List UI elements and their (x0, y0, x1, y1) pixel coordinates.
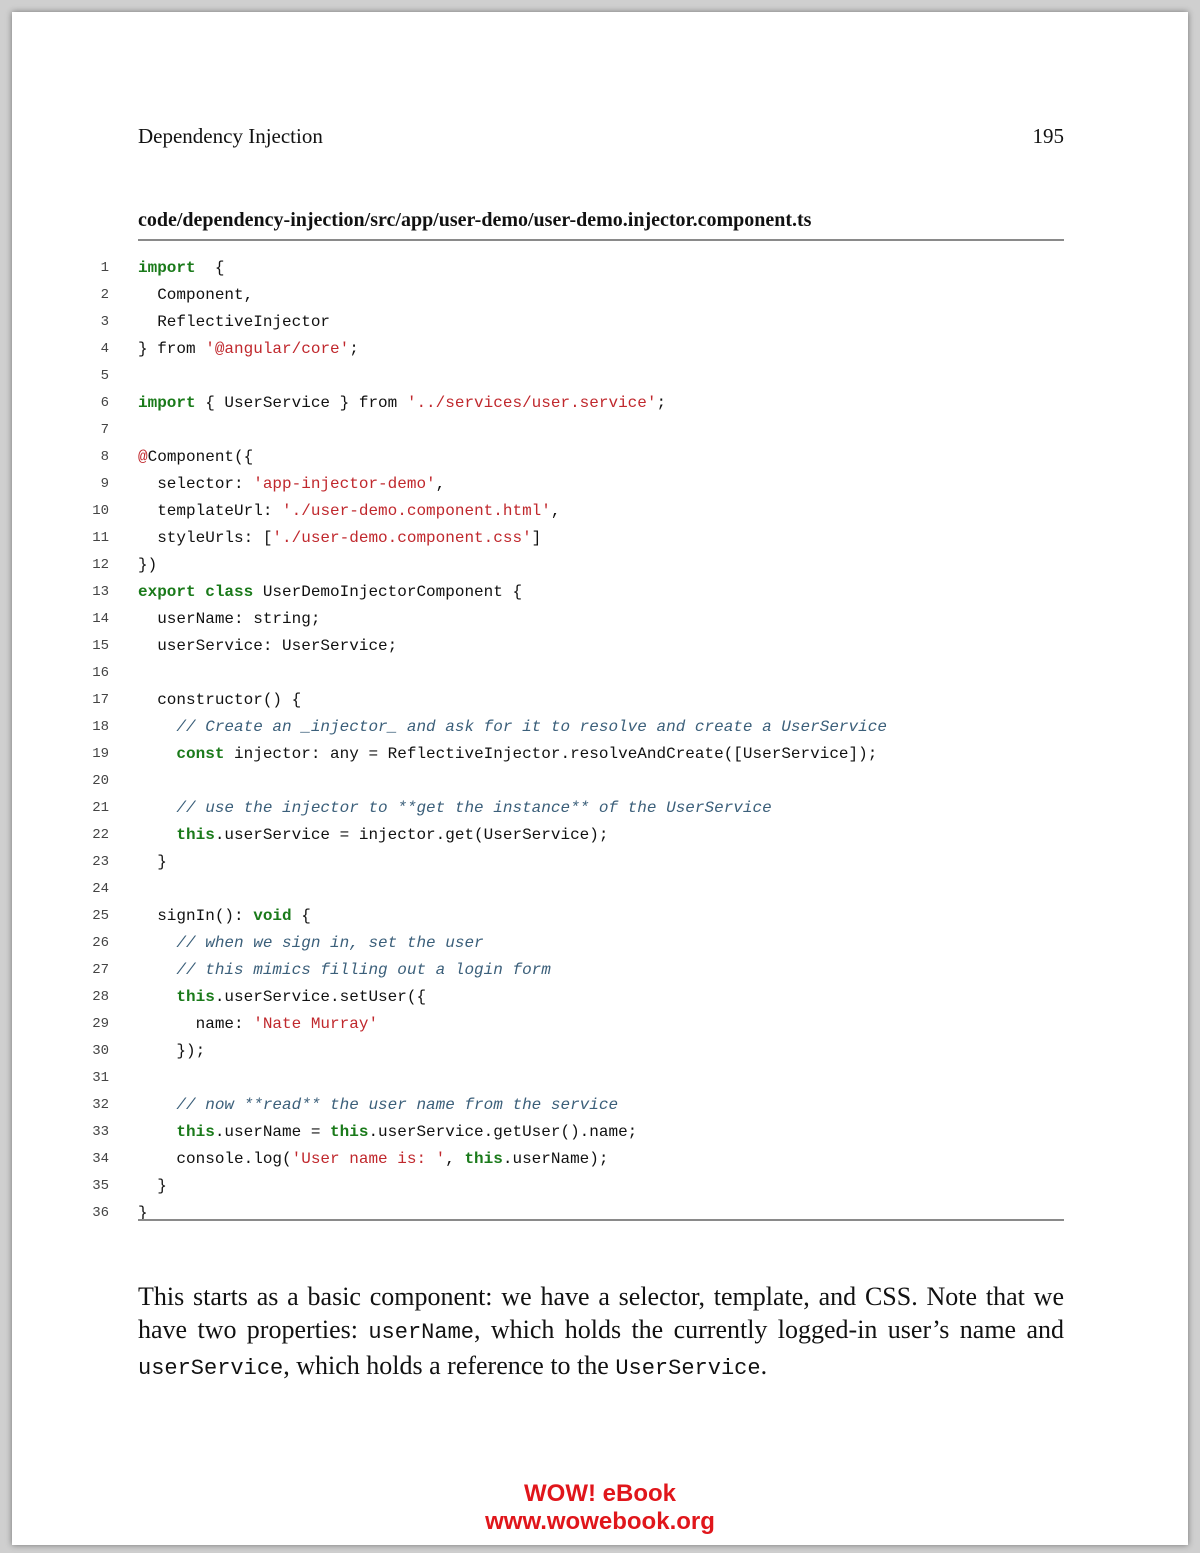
line-number: 25 (92, 908, 109, 924)
code-line (12, 1038, 1188, 1065)
code-listing (12, 255, 1188, 1227)
code-token: this (176, 826, 215, 844)
code-token: .userService = injector.get(UserService); (214, 826, 609, 844)
code-line (12, 876, 1188, 903)
line-number: 1 (100, 260, 109, 276)
code-text (138, 984, 426, 1011)
line-number: 13 (92, 584, 109, 600)
line-number: 19 (92, 746, 109, 762)
code-text (138, 714, 887, 741)
line-number: 31 (92, 1070, 109, 1086)
line-number: 7 (100, 422, 109, 438)
code-text (138, 1119, 637, 1146)
code-top-rule (138, 239, 1064, 241)
code-line (12, 822, 1188, 849)
code-text (138, 282, 253, 309)
code-line (12, 957, 1188, 984)
code-token: ReflectiveInjector (138, 313, 331, 331)
code-token: { (195, 259, 225, 277)
code-token: 'Nate Murray' (253, 1015, 379, 1033)
para-text: , which holds the currently logged-in user’s name and (473, 1315, 1064, 1344)
code-line (12, 1200, 1188, 1227)
code-token: }); (138, 1042, 206, 1060)
line-number: 4 (100, 341, 109, 357)
code-line (12, 768, 1188, 795)
line-number: 3 (100, 314, 109, 330)
code-token: 'app-injector-demo' (253, 475, 436, 493)
code-line (12, 390, 1188, 417)
code-line (12, 1173, 1188, 1200)
code-token: './user-demo.component.html' (282, 502, 551, 520)
line-number: 22 (92, 827, 109, 843)
line-number: 23 (92, 854, 109, 870)
line-number: 18 (92, 719, 109, 735)
code-line (12, 930, 1188, 957)
page-number: 195 (1032, 124, 1064, 148)
line-number: 12 (92, 557, 109, 573)
inline-code-userservice: userService (138, 1356, 284, 1381)
code-token: // Create an _injector_ and ask for it to resolve and create a UserService (176, 718, 887, 736)
watermark-title: WOW! eBook (524, 1480, 676, 1507)
code-token: .userName = (214, 1123, 331, 1141)
code-line (12, 795, 1188, 822)
code-text (138, 1038, 205, 1065)
book-page (12, 12, 1188, 1545)
chapter-title: Dependency Injection (138, 124, 323, 148)
code-token (138, 1123, 176, 1141)
code-token: this (176, 1123, 215, 1141)
code-line (12, 309, 1188, 336)
watermark-url: www.wowebook.org (485, 1508, 715, 1535)
body-paragraph (138, 1280, 1064, 1385)
para-text: This starts as a basic component: we have a selector, template, and CSS. Note that we have two properties: (138, 1282, 1064, 1344)
code-token: this (176, 988, 215, 1006)
code-line (12, 552, 1188, 579)
line-number: 36 (92, 1205, 109, 1221)
code-text (138, 849, 167, 876)
code-token: ] (531, 529, 542, 547)
line-number: 15 (92, 638, 109, 654)
line-number: 33 (92, 1124, 109, 1140)
code-line (12, 255, 1188, 282)
code-token (138, 1096, 176, 1114)
code-token: }) (138, 556, 158, 574)
code-line (12, 1092, 1188, 1119)
code-token: // now **read** the user name from the service (176, 1096, 619, 1114)
code-line (12, 471, 1188, 498)
code-token: .userName); (502, 1150, 609, 1168)
code-token: .userService.getUser().name; (368, 1123, 638, 1141)
code-text (138, 1146, 608, 1173)
code-text (138, 444, 253, 471)
code-text (138, 255, 224, 282)
code-token (138, 826, 176, 844)
code-line (12, 417, 1188, 444)
para-text: , which holds a reference to the (283, 1351, 616, 1380)
code-text (138, 606, 320, 633)
code-line (12, 1146, 1188, 1173)
line-number: 20 (92, 773, 109, 789)
code-line (12, 633, 1188, 660)
line-number: 6 (100, 395, 109, 411)
line-number: 35 (92, 1178, 109, 1194)
code-text (138, 498, 560, 525)
code-caption: code/dependency-injection/src/app/user-demo/user-demo.injector.component.ts (138, 209, 812, 231)
code-token: // this mimics filling out a login form (176, 961, 551, 979)
code-line (12, 282, 1188, 309)
code-line (12, 984, 1188, 1011)
code-token: } (138, 1177, 167, 1195)
code-token: const (176, 745, 225, 763)
code-token (138, 988, 176, 1006)
code-text (138, 1011, 378, 1038)
code-line (12, 444, 1188, 471)
code-text (138, 579, 522, 606)
code-line (12, 1011, 1188, 1038)
code-token: export class (138, 583, 254, 601)
code-bottom-rule (138, 1219, 1064, 1221)
line-number: 28 (92, 989, 109, 1005)
code-token: constructor() { (138, 691, 302, 709)
inline-code-userservice-class: UserService (615, 1356, 761, 1381)
code-text (138, 1173, 167, 1200)
code-line (12, 1065, 1188, 1092)
code-text (138, 930, 484, 957)
line-number: 9 (100, 476, 109, 492)
code-line (12, 849, 1188, 876)
code-token: userService: UserService; (138, 637, 398, 655)
code-text (138, 552, 157, 579)
code-token: } (138, 853, 167, 871)
line-number: 24 (92, 881, 109, 897)
inline-code-username: userName (368, 1320, 474, 1345)
code-text (138, 1092, 618, 1119)
code-token: injector: any = ReflectiveInjector.resolveAndCreate([UserService]); (224, 745, 878, 763)
line-number: 11 (92, 530, 109, 546)
code-token: styleUrls: [ (138, 529, 273, 547)
code-text (138, 687, 301, 714)
code-line (12, 1119, 1188, 1146)
code-token: { UserService } from (195, 394, 407, 412)
code-line (12, 363, 1188, 390)
code-token: signIn(): (138, 907, 254, 925)
code-token: // use the injector to **get the instance** of the UserService (176, 799, 772, 817)
code-token: 'User name is: ' (291, 1150, 446, 1168)
code-token: ; (656, 394, 667, 412)
code-token: '../services/user.service' (406, 394, 657, 412)
code-token: { (291, 907, 311, 925)
code-token: } from (138, 340, 206, 358)
code-text (138, 741, 877, 768)
line-number: 21 (92, 800, 109, 816)
code-token: } (138, 1204, 148, 1222)
code-token: Component, (138, 286, 254, 304)
code-token (138, 745, 176, 763)
line-number: 30 (92, 1043, 109, 1059)
code-text (138, 903, 311, 930)
code-token: userName: string; (138, 610, 321, 628)
line-number: 27 (92, 962, 109, 978)
code-token (138, 799, 176, 817)
code-token (138, 934, 176, 952)
line-number: 16 (92, 665, 109, 681)
line-number: 5 (100, 368, 109, 384)
line-number: 29 (92, 1016, 109, 1032)
code-token: , (445, 1150, 465, 1168)
line-number: 34 (92, 1151, 109, 1167)
code-line (12, 903, 1188, 930)
code-line (12, 687, 1188, 714)
code-text (138, 336, 359, 363)
code-token: import (138, 394, 196, 412)
code-text (138, 822, 608, 849)
code-line (12, 336, 1188, 363)
code-line (12, 579, 1188, 606)
code-text (138, 525, 541, 552)
code-token: , (550, 502, 561, 520)
code-line (12, 714, 1188, 741)
line-number: 14 (92, 611, 109, 627)
code-token: .userService.setUser({ (214, 988, 427, 1006)
code-text (138, 390, 666, 417)
running-header (138, 124, 1064, 149)
line-number: 17 (92, 692, 109, 708)
code-token: Component({ (147, 448, 254, 466)
code-text (138, 1200, 148, 1227)
code-token: templateUrl: (138, 502, 283, 520)
line-number: 32 (92, 1097, 109, 1113)
code-line (12, 498, 1188, 525)
code-token: '@angular/core' (205, 340, 350, 358)
code-line (12, 525, 1188, 552)
code-token (138, 961, 176, 979)
code-token: this (464, 1150, 503, 1168)
code-token: ; (349, 340, 359, 358)
code-token: console.log( (138, 1150, 292, 1168)
code-token: void (253, 907, 292, 925)
code-text (138, 471, 445, 498)
code-token: UserDemoInjectorComponent { (253, 583, 523, 601)
line-number: 8 (100, 449, 109, 465)
code-line (12, 606, 1188, 633)
code-token: import (138, 259, 196, 277)
code-text (138, 795, 772, 822)
code-text (138, 957, 551, 984)
code-line (12, 741, 1188, 768)
code-token: './user-demo.component.css' (272, 529, 532, 547)
code-token: // when we sign in, set the user (176, 934, 484, 952)
code-token: this (330, 1123, 369, 1141)
code-text (138, 309, 330, 336)
line-number: 26 (92, 935, 109, 951)
para-text: . (760, 1351, 768, 1380)
code-text (138, 633, 397, 660)
code-line (12, 660, 1188, 687)
line-number: 2 (100, 287, 109, 303)
code-token (138, 718, 176, 736)
code-token: name: (138, 1015, 254, 1033)
line-number: 10 (92, 503, 109, 519)
code-token: selector: (138, 475, 254, 493)
code-token: , (435, 475, 446, 493)
code-token: @ (138, 448, 148, 466)
